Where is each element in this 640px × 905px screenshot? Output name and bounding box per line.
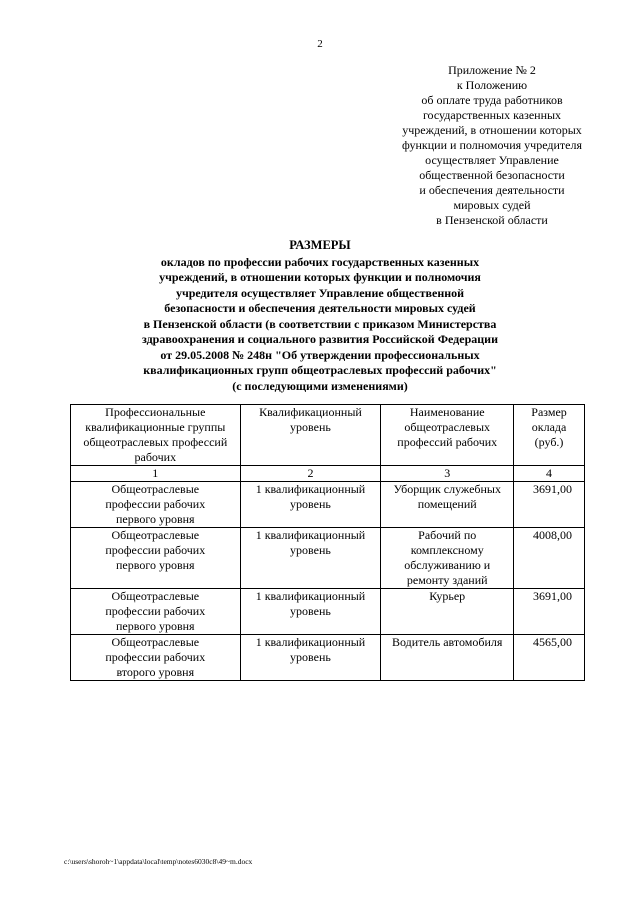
header-group — [71, 405, 241, 466]
cell-profession — [381, 635, 514, 681]
header-line: уровень — [290, 420, 331, 434]
heading-title: РАЗМЕРЫ — [289, 238, 351, 252]
header-line: общеотраслевых — [404, 420, 491, 434]
column-number-row — [71, 466, 585, 482]
cell-line: Общеотраслевые — [111, 528, 200, 542]
cell-level — [240, 589, 381, 635]
cell-line: первого уровня — [116, 512, 195, 526]
cell-profession — [381, 528, 514, 589]
appendix-line: осуществляет Управление — [425, 153, 559, 167]
cell-line: второго уровня — [116, 665, 195, 679]
appendix-line: в Пензенской области — [436, 213, 548, 227]
cell-line: профессии рабочих — [105, 650, 206, 664]
appendix-line: об оплате труда работников — [421, 93, 563, 107]
cell-level — [240, 528, 381, 589]
heading-line: квалификационных групп общеотраслевых профессий рабочих" — [143, 363, 497, 377]
cell-line: профессии рабочих — [105, 497, 206, 511]
cell-line: обслуживанию и — [404, 558, 491, 572]
header-line: Наименование — [409, 405, 485, 419]
appendix-line: Приложение № 2 — [448, 63, 536, 77]
cell-line: Уборщик служебных — [393, 482, 501, 496]
header-line: Размер — [531, 405, 567, 419]
cell-line: профессии рабочих — [105, 604, 206, 618]
cell-line: 1 квалификационный — [255, 482, 366, 496]
cell-line: профессии рабочих — [105, 543, 206, 557]
header-line: оклада — [531, 420, 567, 434]
cell-line: уровень — [290, 497, 331, 511]
salary-table — [70, 404, 585, 681]
cell-group — [71, 635, 241, 681]
cell-group — [71, 589, 241, 635]
header-line: Профессиональные — [105, 405, 206, 419]
header-line: общеотраслевых профессий — [83, 435, 228, 449]
cell-line: первого уровня — [116, 619, 195, 633]
column-number: 4 — [514, 466, 585, 482]
cell-group — [71, 482, 241, 528]
page-number: 2 — [317, 38, 323, 50]
cell-line: Общеотраслевые — [111, 482, 200, 496]
cell-line: уровень — [290, 650, 331, 664]
heading-line: окладов по профессии рабочих государственных казенных — [160, 254, 480, 269]
column-number: 1 — [71, 466, 241, 482]
document-heading — [100, 238, 540, 394]
cell-line: помещений — [417, 497, 477, 511]
header-level — [240, 405, 381, 466]
cell-line: ремонту зданий — [406, 573, 488, 587]
cell-level — [240, 482, 381, 528]
cell-salary: 3691,00 — [514, 589, 585, 635]
heading-line: учреждений, в отношении которых функции и полномочия — [159, 270, 481, 284]
table-row — [71, 635, 585, 681]
appendix-line: учреждений, в отношении которых — [402, 123, 582, 137]
header-line: профессий рабочих — [397, 435, 498, 449]
heading-line: (с последующими изменениями) — [232, 378, 408, 393]
header-salary — [514, 405, 585, 466]
cell-line: первого уровня — [116, 558, 195, 572]
appendix-line: к Положению — [456, 78, 528, 92]
heading-line: здравоохранения и социального развития Российской Федерации — [142, 332, 498, 346]
heading-line: в Пензенской области (в соответствии с приказом Министерства — [143, 316, 497, 331]
appendix-line: и обеспечения деятельности — [419, 183, 565, 197]
header-line: квалификационные группы — [85, 420, 226, 434]
heading-line: учредителя осуществляет Управление общественной — [175, 285, 465, 300]
appendix-note — [392, 63, 592, 228]
header-line: (руб.) — [534, 435, 564, 449]
cell-line: комплексному — [410, 543, 484, 557]
cell-line: уровень — [290, 543, 331, 557]
cell-line: Рабочий по — [418, 528, 477, 542]
cell-line: Курьер — [429, 589, 466, 603]
cell-profession — [381, 482, 514, 528]
appendix-line: функции и полномочия учредителя — [402, 138, 582, 152]
cell-line: Общеотраслевые — [111, 635, 200, 649]
column-number: 2 — [240, 466, 381, 482]
cell-level — [240, 635, 381, 681]
file-path-footer: c:\users\shoroh~1\appdata\local\temp\notes6030c8\49~m.docx — [64, 857, 253, 866]
cell-line: Водитель автомобиля — [392, 635, 503, 649]
cell-salary: 4008,00 — [514, 528, 585, 589]
cell-group — [71, 528, 241, 589]
appendix-line: общественной безопасности — [419, 168, 565, 182]
header-line: Квалификационный — [259, 405, 362, 419]
table-row — [71, 589, 585, 635]
heading-line: от 29.05.2008 № 248н "Об утверждении профессиональных — [160, 347, 480, 362]
cell-salary: 4565,00 — [514, 635, 585, 681]
table-row — [71, 482, 585, 528]
table-row — [71, 528, 585, 589]
header-profession — [381, 405, 514, 466]
cell-line: 1 квалификационный — [255, 589, 366, 603]
appendix-line: мировых судей — [453, 198, 531, 212]
cell-line: уровень — [290, 604, 331, 618]
cell-line: 1 квалификационный — [255, 635, 366, 649]
heading-line: безопасности и обеспечения деятельности мировых судей — [164, 301, 476, 315]
cell-salary: 3691,00 — [514, 482, 585, 528]
appendix-line: государственных казенных — [422, 108, 562, 122]
column-number: 3 — [381, 466, 514, 482]
cell-line: 1 квалификационный — [255, 528, 366, 542]
table-header-row — [71, 405, 585, 466]
cell-profession — [381, 589, 514, 635]
cell-line: Общеотраслевые — [111, 589, 200, 603]
header-line: рабочих — [134, 450, 177, 464]
